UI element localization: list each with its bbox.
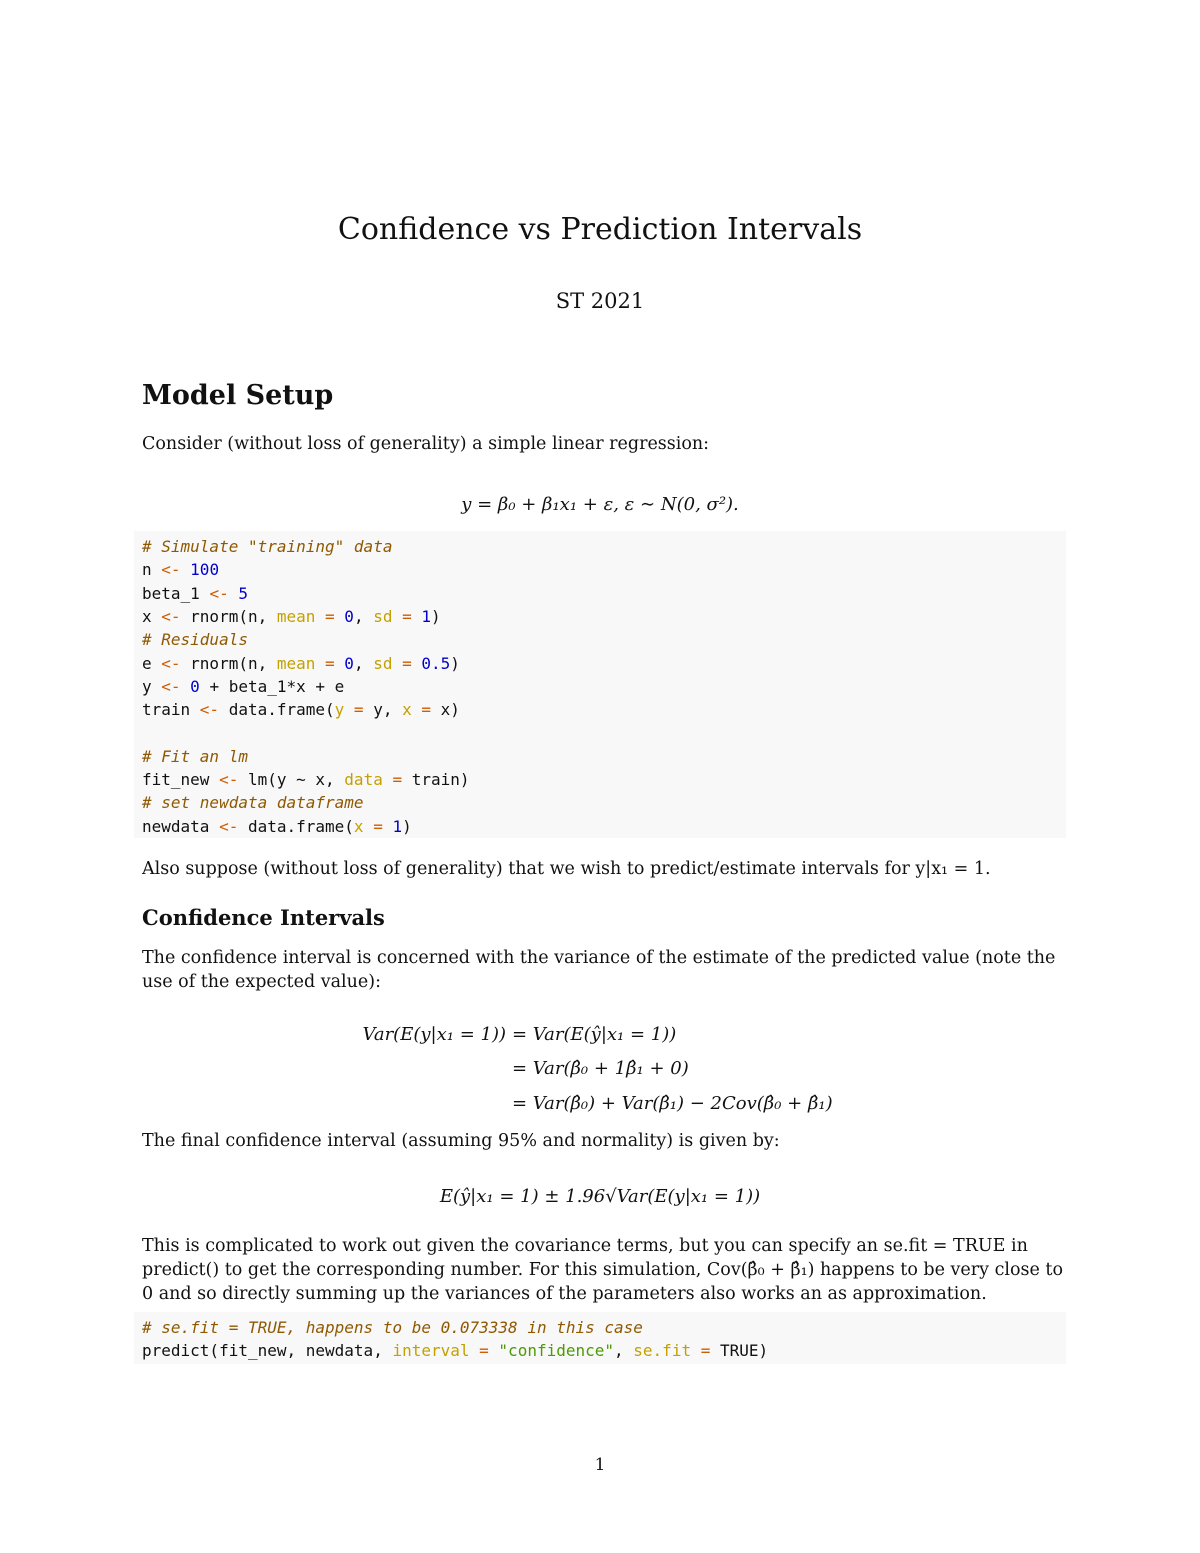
code-token: rnorm(n, <box>180 606 277 626</box>
code-token: = <box>392 653 422 673</box>
code-token: sd <box>373 606 393 626</box>
author-line: ST 2021 <box>555 289 645 313</box>
code-token: <- <box>161 606 181 626</box>
code-token: <- <box>219 816 239 836</box>
code-token: data.frame( <box>219 700 335 720</box>
code-token: = <box>344 700 374 720</box>
code-token: = <box>363 816 393 836</box>
code-block-simulate <box>134 531 1066 838</box>
variance-row-3: = Var(β̂₀) + Var(β̂₁) − 2Cov(β̂₀ + β̂₁) <box>512 1093 833 1114</box>
code-token: # Simulate "training" data <box>142 537 393 556</box>
code-line <box>142 698 460 721</box>
code-token: # se.fit = TRUE, happens to be 0.073338 in this case <box>142 1318 643 1337</box>
code-token <box>181 677 191 696</box>
code-line <box>142 745 248 768</box>
code-token: 1 <box>421 606 432 626</box>
code-token: e <box>142 653 162 673</box>
section-heading-confidence-intervals: Confidence Intervals <box>142 905 385 930</box>
code-token: = <box>469 1341 499 1361</box>
code-token: train <box>142 700 200 720</box>
code-token: x <box>402 700 412 720</box>
code-line <box>142 605 441 628</box>
code-token: # Fit an lm <box>142 746 248 766</box>
code-token: y <box>142 676 162 696</box>
code-token: <- <box>161 560 181 580</box>
code-token: = <box>315 653 345 673</box>
section-heading-model-setup: Model Setup <box>142 380 334 411</box>
code-token: interval <box>392 1341 470 1361</box>
code-line <box>142 815 412 838</box>
code-line <box>142 768 470 791</box>
code-token: x <box>353 816 364 836</box>
code-line <box>142 535 392 558</box>
code-token: TRUE) <box>719 1341 769 1361</box>
code-line <box>142 652 460 675</box>
also-paragraph: Also suppose (without loss of generality) that we wish to predict/estimate intervals for y|x₁ = 1. <box>142 859 991 879</box>
code-token <box>229 584 239 603</box>
code-token: mean <box>276 606 316 626</box>
code-token: 5 <box>238 583 248 603</box>
ci-paragraph: The confidence interval is concerned with the variance of the estimate of the predicted value (note the use of the expected value): <box>142 948 1056 992</box>
code-token: x <box>142 606 162 626</box>
ci-equation: E(ŷ|x₁ = 1) ± 1.96√Var(E(y|x₁ = 1)) <box>439 1186 761 1207</box>
intro-paragraph: Consider (without loss of generality) a simple linear regression: <box>142 434 710 454</box>
code-token: = <box>691 1341 720 1361</box>
code-token: <- <box>219 770 239 789</box>
code-line <box>142 1316 643 1339</box>
code-line <box>142 628 248 651</box>
code-token: beta_1 <box>142 583 210 603</box>
page-title: Confidence vs Prediction Intervals <box>337 212 863 247</box>
code-token: <- <box>161 653 181 673</box>
code-token: = <box>392 606 422 626</box>
code-token: data <box>344 770 383 789</box>
code-token: se.fit <box>633 1341 692 1361</box>
code-token: ) <box>450 653 460 673</box>
code-token: <- <box>161 676 181 696</box>
code-token: sd <box>373 653 393 673</box>
variance-lhs: Var(E(y|x₁ = 1)) <box>362 1024 506 1045</box>
code-token: "confidence" <box>498 1341 615 1361</box>
code-token: + beta_1*x + e <box>199 676 345 696</box>
code-token: fit_new <box>142 770 220 789</box>
code-line <box>142 558 219 581</box>
code-token: data.frame( <box>238 816 354 836</box>
code-token: # set newdata dataframe <box>142 793 364 813</box>
code-token: mean <box>276 653 316 673</box>
code-token: ) <box>431 606 441 626</box>
code-token: = <box>411 700 441 720</box>
model-equation: y = β₀ + β₁x₁ + ε, ε ∼ N(0, σ²). <box>461 494 739 515</box>
variance-row-1: = Var(E(ŷ|x₁ = 1)) <box>512 1024 677 1045</box>
code-token: x) <box>440 700 460 720</box>
code-token: n <box>142 560 162 580</box>
code-token: predict(fit_new, newdata, <box>142 1341 393 1361</box>
code-token: , <box>353 606 374 626</box>
code-token: = <box>315 606 345 626</box>
code-token: 0 <box>344 606 354 626</box>
code-token: 0 <box>190 676 200 696</box>
code-token: rnorm(n, <box>180 653 277 673</box>
code-token: newdata <box>142 816 220 836</box>
code-token <box>181 560 191 579</box>
code-token: , <box>614 1341 634 1361</box>
complicated-paragraph: This is complicated to work out given the covariance terms, but you can specify an se.fit = TRUE in predict() to get the corresponding number. For this simulation, Cov(β̂₀ + β̂₁) happens to be very close to 0 and so directly summing up the variances of the parameters also works an as approximation. <box>142 1236 1063 1304</box>
code-line <box>142 582 248 605</box>
code-token: <- <box>209 583 229 603</box>
variance-row-2: = Var(β̂₀ + 1β̂₁ + 0) <box>512 1058 689 1079</box>
code-token: # Residuals <box>142 630 248 650</box>
code-token: 0.5 <box>421 653 451 673</box>
code-token: y <box>334 700 345 720</box>
code-token: = <box>382 770 412 789</box>
code-token: y, <box>373 700 403 720</box>
final-ci-paragraph: The final confidence interval (assuming 95% and normality) is given by: <box>142 1131 780 1151</box>
code-line <box>142 675 344 698</box>
code-token: 0 <box>344 653 354 673</box>
code-line <box>142 791 364 814</box>
code-token: 100 <box>190 560 220 580</box>
page-number: 1 <box>594 1455 606 1475</box>
code-token: train) <box>411 770 470 789</box>
code-token: ) <box>402 816 412 836</box>
code-token: 1 <box>392 816 403 836</box>
code-block-predict <box>134 1312 1066 1364</box>
code-token: <- <box>199 700 220 720</box>
code-line <box>142 1339 768 1362</box>
code-token: , <box>353 653 374 673</box>
code-token: lm(y ~ x, <box>238 770 345 789</box>
